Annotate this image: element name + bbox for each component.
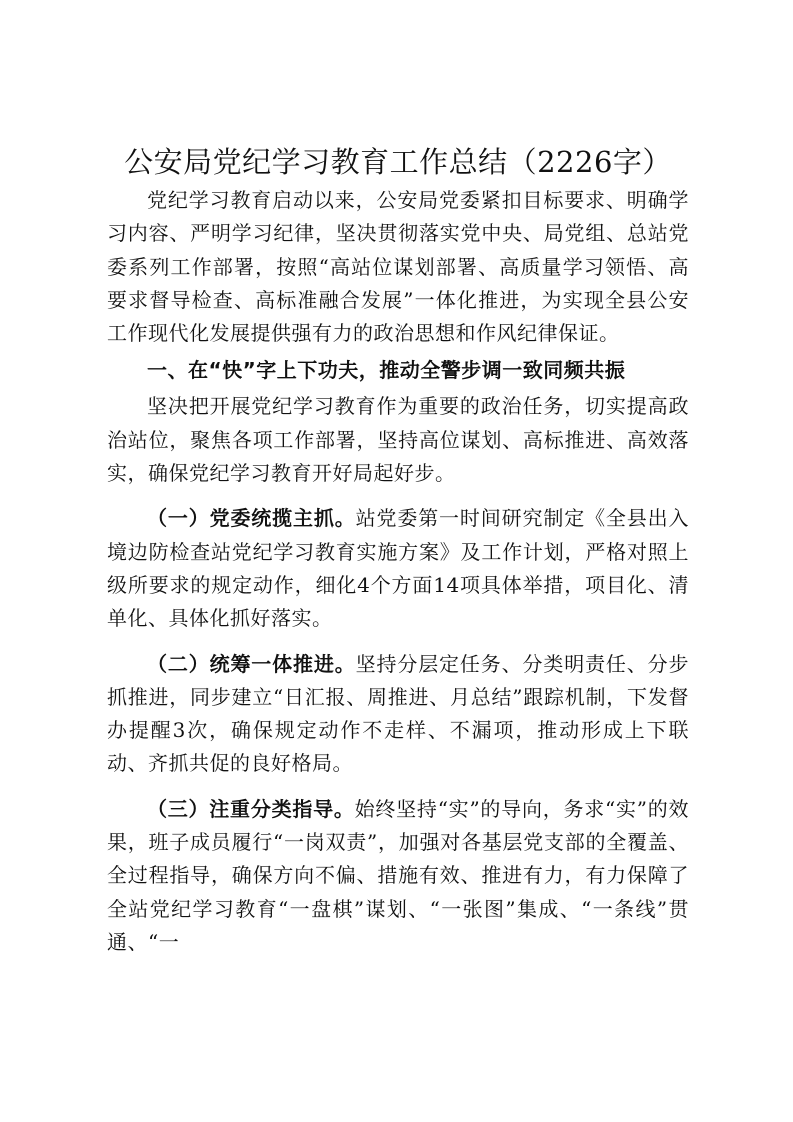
item-2-body: 坚持分层定任务、分类明责任、分步抓推进，同步建立“日汇报、周推进、月总结”跟踪机制，下发督办提醒3次，确保规定动作不走样、不漏项，推动形成上下联动、齐抓共促的良好格局。 — [107, 651, 690, 776]
intro-paragraph: 党纪学习教育启动以来，公安局党委紧扣目标要求、明确学习内容、严明学习纪律，坚决贯彻落实党中央、局党组、总站党委系列工作部署，按照“高站位谋划部署、高质量学习领悟、高要求督导检查、高标准融合发展”一体化推进，为实现全县公安工作现代化发展提供强有力的政治思想和作风纪律保证。 — [107, 188, 689, 346]
spacer — [107, 781, 689, 793]
section-1-item-2 — [107, 648, 689, 781]
item-1-body: 站党委第一时间研究制定《全县出入境边防检查站党纪学习教育实施方案》及工作计划，严格对照上级所要求的规定动作，细化4个方面14项具体举措，项目化、清单化、具体化抓好落实。 — [107, 506, 690, 631]
document-title: 公安局党纪学习教育工作总结（2226字） — [124, 145, 672, 179]
document-body — [107, 142, 689, 959]
section-1-item-3 — [107, 793, 689, 959]
item-3-lead: （三）注重分类指导。 — [147, 796, 355, 821]
item-3-body: 始终坚持“实”的导向，务求“实”的效果，班子成员履行“一岗双责”，加强对各基层党支部的全覆盖、全过程指导，确保方向不偏、措施有效、推进有力，有力保障了全站党纪学习教育“一盘棋”谋划、“一张图”集成、“一条线”贯通、“一 — [107, 796, 690, 954]
item-2-lead: （二）统筹一体推进。 — [147, 651, 356, 676]
section-heading-1: 一、在“快”字上下功夫，推动全警步调一致同频共振 — [147, 358, 626, 383]
item-1-lead: （一）党委统揽主抓。 — [147, 506, 356, 531]
section-1-intro-paragraph: 坚决把开展党纪学习教育作为重要的政治任务，切实提高政治站位，聚焦各项工作部署，坚持高位谋划、高标推进、高效落实，确保党纪学习教育开好局起好步。 — [107, 394, 689, 486]
spacer — [107, 490, 689, 502]
spacer — [107, 636, 689, 648]
section-1-item-1 — [107, 502, 689, 635]
